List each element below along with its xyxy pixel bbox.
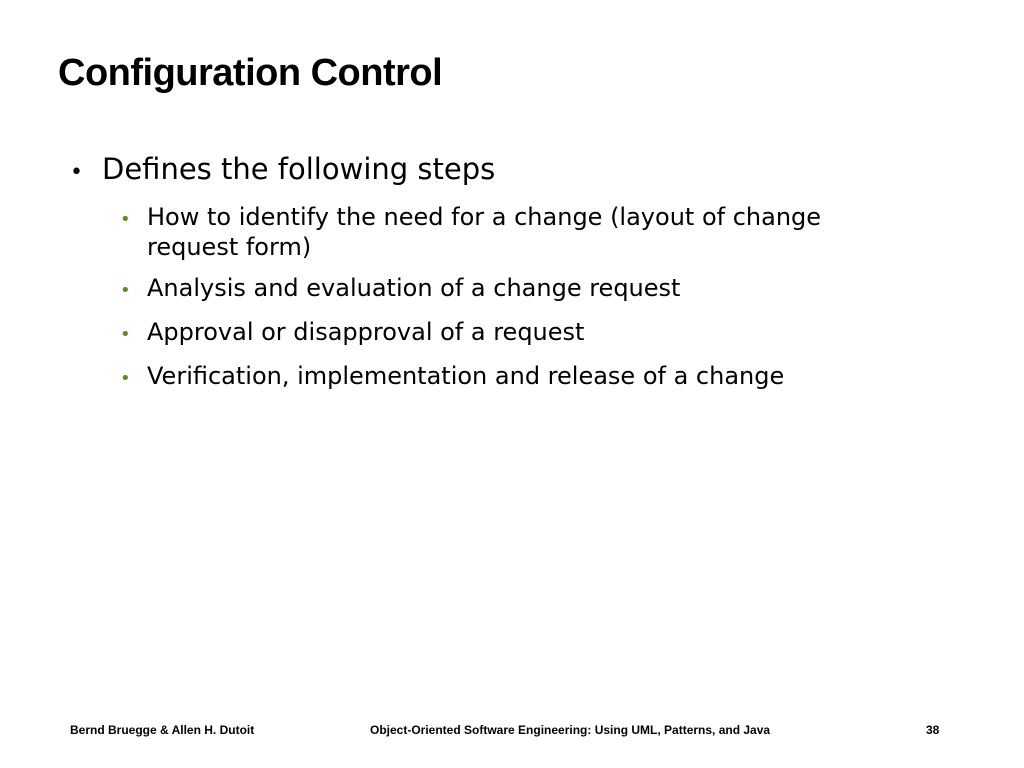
slide-content <box>70 150 970 405</box>
sub-bullet-list <box>70 202 970 394</box>
footer-authors: Bernd Bruegge & Allen H. Dutoit <box>70 723 255 737</box>
sub-bullet-item <box>120 317 970 350</box>
green-bullet-icon: • <box>120 209 131 230</box>
green-bullet-icon: • <box>120 324 131 345</box>
slide-title: Configuration Control <box>58 52 443 94</box>
footer-page-number: 38 <box>926 723 940 737</box>
sub-bullet-item <box>120 273 970 306</box>
green-bullet-icon: • <box>120 280 131 301</box>
footer-book-title: Object-Oriented Software Engineering: Using UML, Patterns, and Java <box>370 723 771 737</box>
bullet-item <box>70 150 970 192</box>
sub-bullet-text: Verification, implementation and release of a change <box>147 362 785 390</box>
green-bullet-icon: • <box>120 368 131 389</box>
sub-bullet-text: How to identify the need for a change (layout of change request form) <box>147 203 822 261</box>
sub-bullet-item <box>120 361 970 394</box>
bullet-text: Defines the following steps <box>102 152 496 186</box>
sub-bullet-item <box>120 202 970 262</box>
sub-bullet-text: Approval or disapproval of a request <box>147 318 585 346</box>
bullet-dot-icon: • <box>70 160 83 185</box>
sub-bullet-text: Analysis and evaluation of a change request <box>147 274 681 302</box>
